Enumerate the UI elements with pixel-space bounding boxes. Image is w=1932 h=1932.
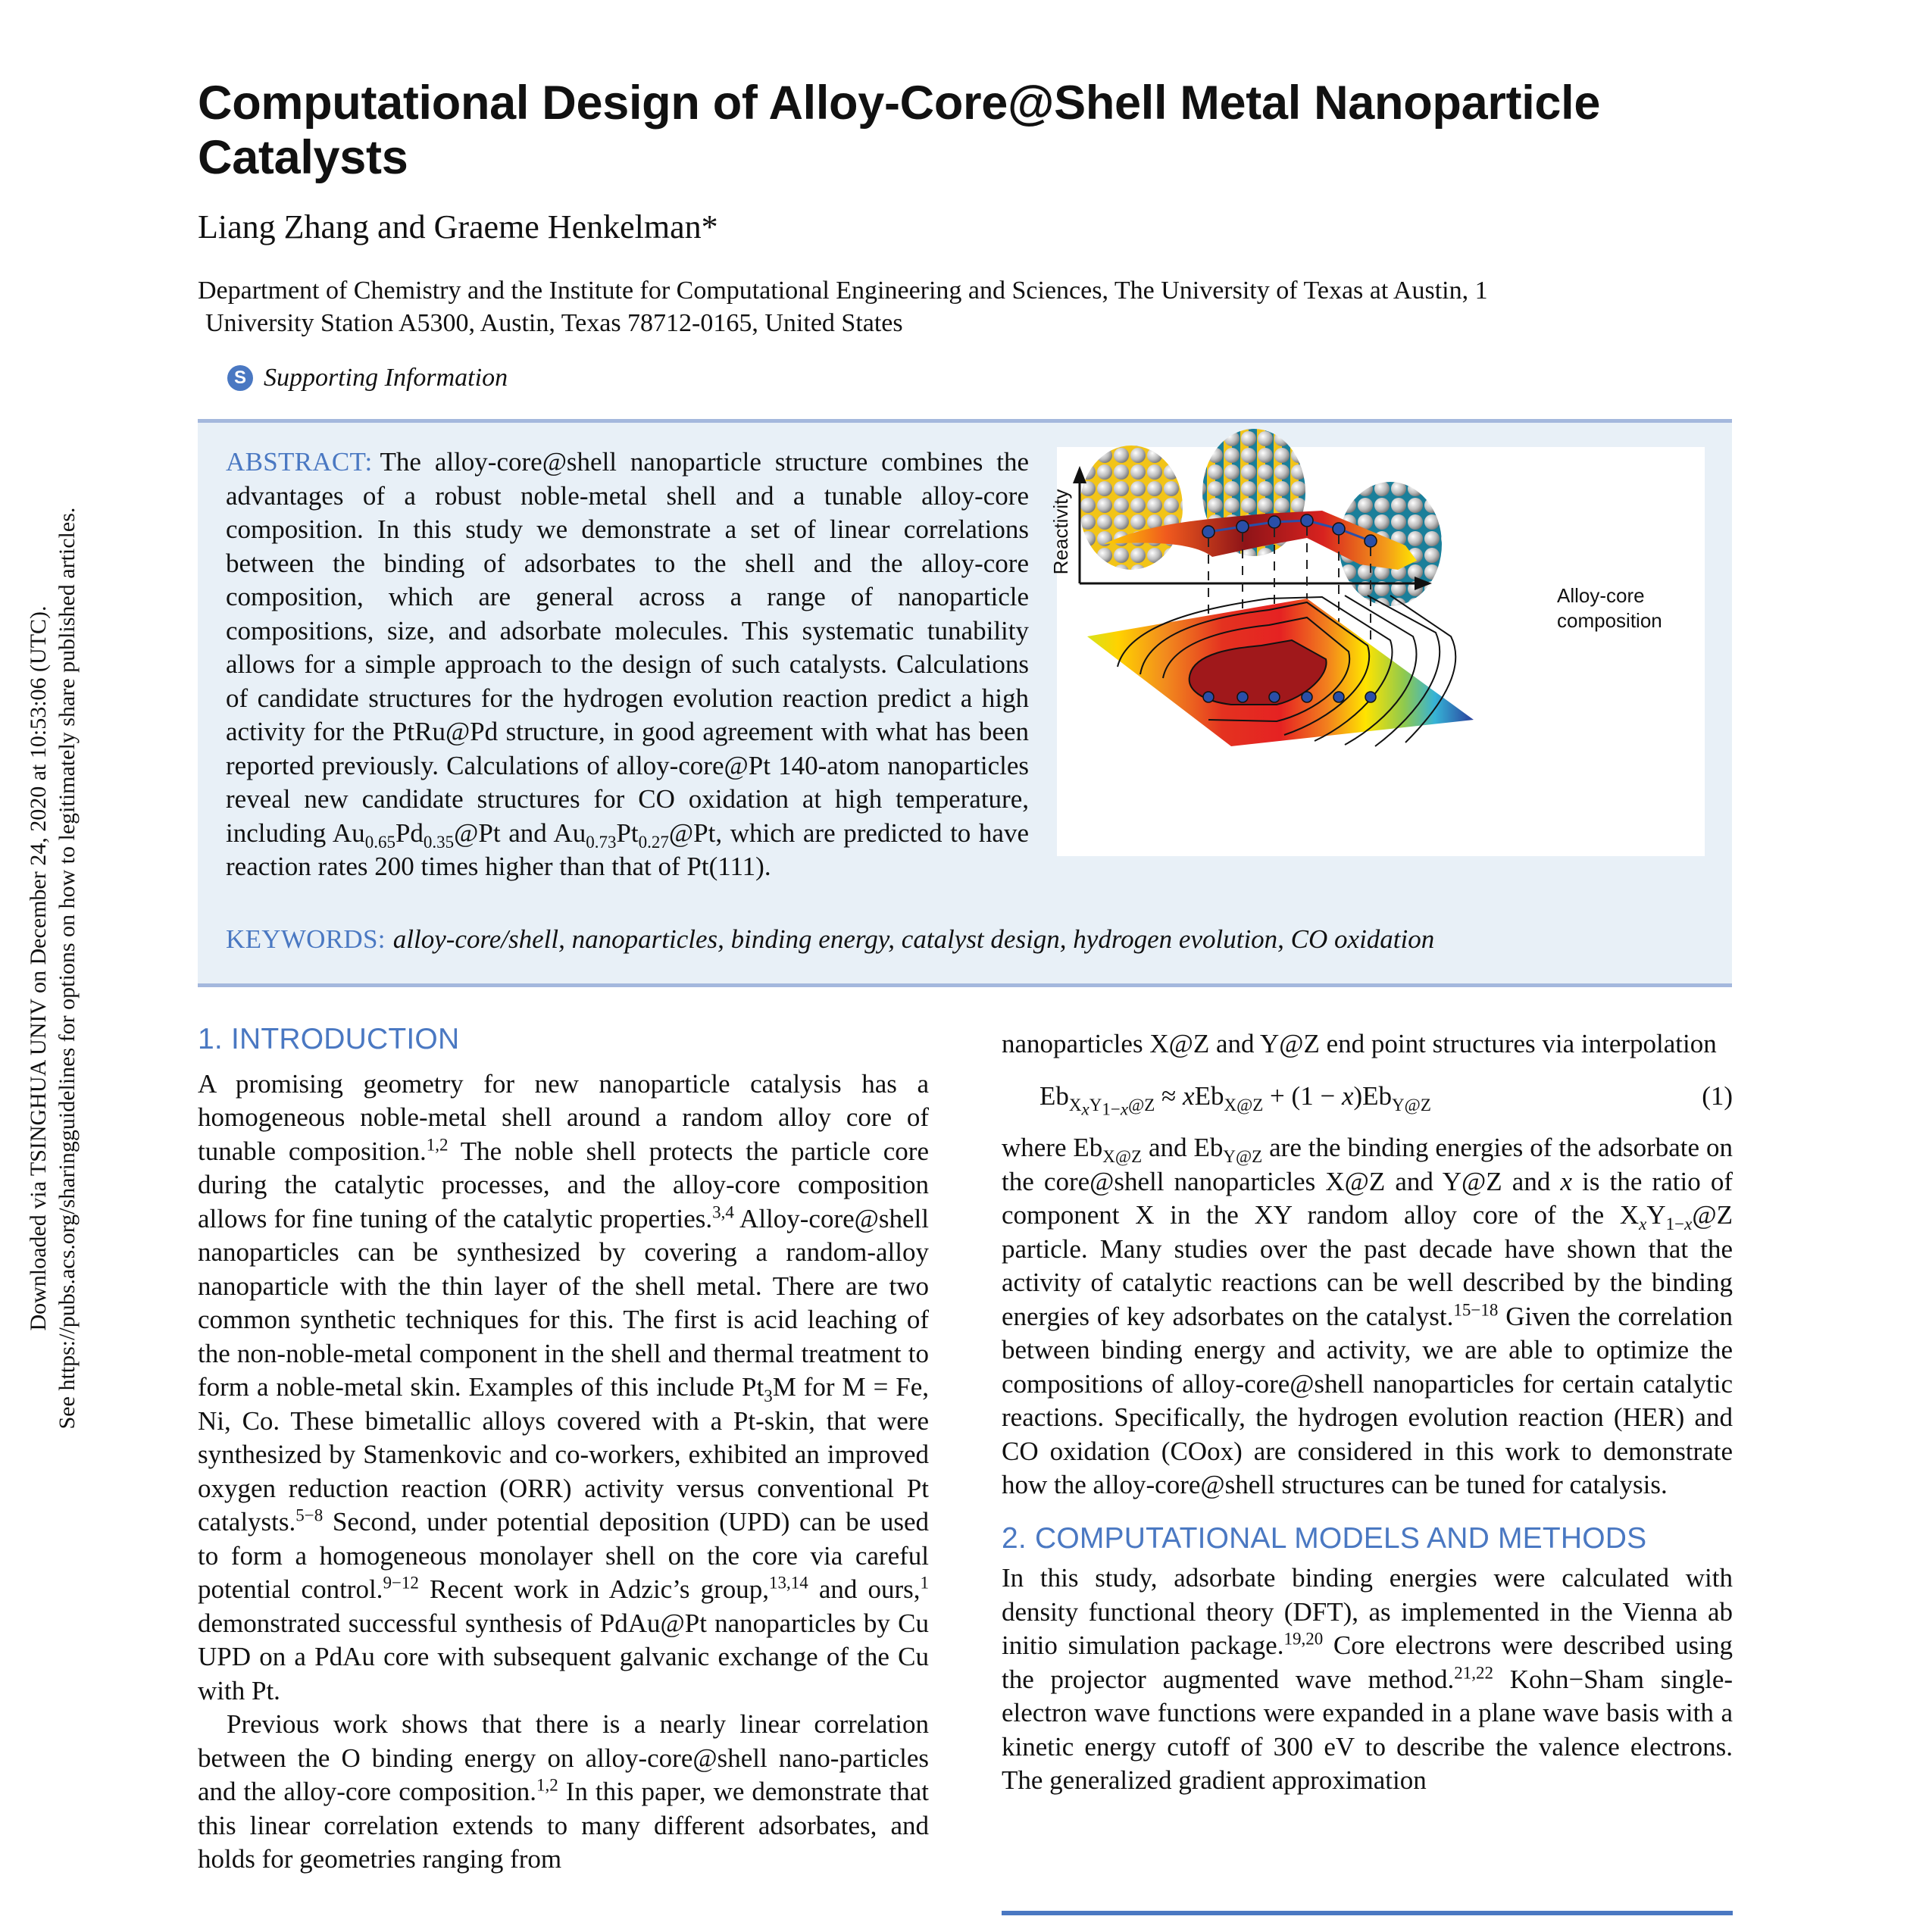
keywords-label: KEYWORDS:: [226, 924, 386, 954]
affiliation-line-1: Department of Chemistry and the Institute for Computational Engineering and Sciences, The University of Texas at Austin, 1: [198, 277, 1488, 305]
text: M for M = Fe, Ni, Co. These bimetallic alloys covered with a Pt-skin, that were synthesized by Stamenkovic and co-workers, exhibited an improved oxygen reduction reaction (ORR) activity versus conventional Pt catalysts.: [198, 1372, 929, 1537]
eq-term: Eb: [1194, 1080, 1224, 1111]
x-axis-label-line2: composition: [1557, 609, 1662, 632]
y-axis-arrow-icon: [1073, 466, 1086, 483]
surface-dot: [1365, 535, 1377, 547]
eq-sub: X: [1068, 1095, 1082, 1114]
left-column: [198, 1023, 929, 1877]
text: A promising geometry for new nanoparticle catalysis has a homogeneous noble-metal shell around a random alloy core of tunable composition.: [198, 1068, 929, 1166]
surface-dot: [1333, 523, 1345, 535]
citation[interactable]: 15−18: [1453, 1299, 1499, 1319]
subscript: Y@Z: [1223, 1147, 1263, 1166]
text: In this paper, we demonstrate that this linear correlation extends to many different adsorbates, and holds for geometries ranging from: [198, 1777, 929, 1874]
citation[interactable]: 21,22: [1454, 1662, 1493, 1682]
citation[interactable]: 19,20: [1283, 1629, 1324, 1649]
eq-sub: x: [1081, 1099, 1089, 1119]
surface-dot: [1202, 526, 1215, 538]
nanoparticle-gold-core: [1080, 445, 1183, 570]
citation[interactable]: 1: [920, 1573, 929, 1593]
keywords: [226, 923, 1711, 956]
text: In this study, adsorbate binding energies were calculated with density functional theory (DFT), as implemented in the Vienna ab initio simulation package.: [1002, 1563, 1733, 1660]
footer-rule: [1002, 1911, 1733, 1915]
eq-sub: x: [1120, 1099, 1129, 1119]
download-notice: [24, 453, 82, 1483]
supporting-info-icon: S: [227, 365, 253, 391]
toc-figure-svg: [1049, 447, 1705, 856]
methods-paragraph-1: [1002, 1562, 1733, 1798]
eq-var: x: [1183, 1080, 1195, 1111]
text: Given the correlation between binding energy and activity, we are able to optimize the compositions of alloy-core@shell nanoparticles for certain catalytic reactions. Specifically, the hydrogen evolution reaction (HER) and CO oxidation (COox) are considered in this work to demonstrate how the alloy-core@shell structures can be tuned for catalysis.: [1002, 1301, 1733, 1499]
eq-sub: Y@Z: [1392, 1095, 1431, 1114]
equation-1: [1002, 1080, 1733, 1119]
y-axis-label: Reactivity: [1049, 489, 1072, 575]
variable: x: [1560, 1166, 1573, 1196]
abstract-body: The alloy-core@shell nanoparticle structure combines the advantages of a robust noble-metal shell and a tunable alloy-core composition. In this study we demonstrate a set of linear correlations between the binding of adsorbates to the shell and the alloy-core composition, which are general across a range of nanoparticle compositions, size, and adsorbate molecules. This systematic tunability allows for a simple approach to the design of such catalysts. Calculations of candidate structures for the hydrogen evolution reaction predict a high activity for the PtRu@Pd structure, in good agreement with what has been reported previously. Calculations of alloy-core@Pt 140-atom nanoparticles reveal new candidate structures for CO oxidation at high temperature, including Au: [226, 447, 1029, 848]
subscript: 3: [764, 1386, 773, 1405]
eq-sub: 1−: [1102, 1099, 1121, 1119]
right-column: [1002, 1027, 1733, 1798]
eq-op: + (1 −: [1263, 1080, 1342, 1111]
eq-sub: X@Z: [1224, 1095, 1264, 1114]
toc-graphic: [1049, 447, 1705, 856]
contour-dot: [1203, 692, 1214, 702]
authors: Liang Zhang and Graeme Henkelman*: [198, 208, 718, 245]
intro-paragraph-1: [198, 1068, 929, 1708]
abstract-label: ABSTRACT:: [226, 447, 373, 477]
subscript: x: [1684, 1215, 1693, 1233]
text: @Z particle. Many studies over the past decade have shown that the activity of catalytic reactions can be well described by the binding energies of key adsorbates on the catalyst.: [1002, 1200, 1733, 1331]
text: Second, under potential deposition (UPD) can be used to form a homogeneous monolayer shell on the core via careful potential control.: [198, 1507, 929, 1604]
text: demonstrated successful synthesis of PdAu@Pt nanoparticles by Cu UPD on a PdAu core with subsequent galvanic exchange of the Cu with Pt.: [198, 1608, 929, 1705]
right-paragraph-0: nanoparticles X@Z and Y@Z end point structures via interpolation: [1002, 1029, 1717, 1058]
citation[interactable]: 13,14: [769, 1573, 808, 1593]
keywords-list: alloy-core/shell, nanoparticles, binding energy, catalyst design, hydrogen evolution, CO oxidation: [392, 924, 1435, 954]
surface-dot: [1236, 521, 1249, 533]
text: where Eb: [1002, 1133, 1103, 1162]
affiliation: [198, 274, 1751, 339]
abstract-body: Pd: [395, 818, 424, 848]
article-title: Computational Design of Alloy-Core@Shell Metal Nanoparticle Catalysts: [198, 77, 1601, 184]
contour-dot: [1269, 692, 1280, 702]
subscript: X@Z: [1102, 1147, 1143, 1166]
right-paragraph-1: [1002, 1131, 1733, 1502]
eq-term: )Eb: [1353, 1080, 1393, 1111]
contour-dot: [1365, 692, 1376, 702]
citation[interactable]: 1,2: [536, 1775, 558, 1795]
section-heading-methods: 2. COMPUTATIONAL MODELS AND METHODS: [1002, 1521, 1647, 1555]
equation-number: (1): [1702, 1080, 1733, 1111]
eq-term: Eb: [1039, 1080, 1069, 1111]
supporting-info-label[interactable]: Supporting Information: [264, 364, 508, 392]
subscript: 1−: [1665, 1215, 1685, 1233]
abstract-body: Pt: [616, 818, 639, 848]
subscript: 0.73: [586, 832, 617, 852]
contour-dot: [1237, 692, 1248, 702]
eq-sub: Y: [1089, 1095, 1102, 1114]
eq-op: ≈: [1155, 1080, 1183, 1111]
download-notice-line2: See https://pubs.acs.org/sharingguidelines for options on how to legitimately share published articles.: [55, 507, 80, 1430]
affiliation-line-2: University Station A5300, Austin, Texas 78712-0165, United States: [205, 309, 903, 337]
text: Core electrons were described using the projector augmented wave method.: [1002, 1630, 1733, 1694]
x-axis-label-line1: Alloy-core: [1557, 584, 1645, 607]
citation[interactable]: 3,4: [712, 1202, 734, 1221]
contour-dot: [1333, 692, 1344, 702]
text: Previous work shows that there is a nearly linear correlation between the O binding energy on alloy-core@shell nano-particles and the alloy-core composition.: [198, 1709, 929, 1806]
surface-dot: [1268, 516, 1280, 528]
subscript: 0.65: [364, 832, 395, 852]
surface-dot: [1301, 514, 1313, 527]
subscript: 0.35: [423, 832, 455, 852]
text: Kohn−Sham single-electron wave functions were expanded in a plane wave basis with a kinetic energy cutoff of 300 eV to describe the valence electrons. The generalized gradient approximation: [1002, 1664, 1733, 1795]
text: Alloy-core@shell nanoparticles can be synthesized by covering a random-alloy nanoparticle with the thin layer of the shell metal. There are two common synthetic techniques for this. The first is acid leaching of the non-noble-metal component in the shell and thermal treatment to form a noble-metal skin. Examples of this include Pt: [198, 1203, 929, 1402]
text: are the binding energies of the adsorbate on the core@shell nanoparticles X@Z and Y@Z and: [1002, 1133, 1733, 1196]
subscript: 0.27: [638, 832, 669, 852]
text: Y: [1646, 1200, 1666, 1230]
equation-body: [1039, 1080, 1431, 1119]
eq-sub: @Z: [1128, 1095, 1155, 1114]
section-heading-introduction: 1. INTRODUCTION: [198, 1023, 460, 1055]
text: and Eb: [1142, 1133, 1224, 1162]
abstract-body: @Pt, which are predicted to have reaction rates 200 times higher than that of Pt(111).: [226, 818, 1029, 881]
citation[interactable]: 9−12: [383, 1573, 419, 1593]
eq-var: x: [1341, 1080, 1354, 1111]
abstract-body: @Pt and Au: [454, 818, 586, 848]
text: and ours,: [808, 1574, 921, 1604]
text: Recent work in Adzic’s group,: [418, 1574, 770, 1604]
text: The noble shell protects the particle core during the catalytic processes, and the alloy-core composition allows for fine tuning of the catalytic properties.: [198, 1136, 929, 1233]
citation[interactable]: 5−8: [295, 1505, 324, 1525]
intro-paragraph-2: [198, 1708, 929, 1877]
text: is the ratio of component X in the XY random alloy core of the X: [1002, 1166, 1733, 1230]
abstract-text: [226, 445, 1029, 884]
download-notice-line1: Downloaded via TSINGHUA UNIV on December 24, 2020 at 10:53:06 (UTC).: [26, 605, 51, 1331]
subscript: x: [1639, 1215, 1647, 1233]
citation[interactable]: 1,2: [426, 1134, 449, 1154]
contour-dot: [1302, 692, 1312, 702]
supporting-information-link[interactable]: [227, 364, 508, 392]
